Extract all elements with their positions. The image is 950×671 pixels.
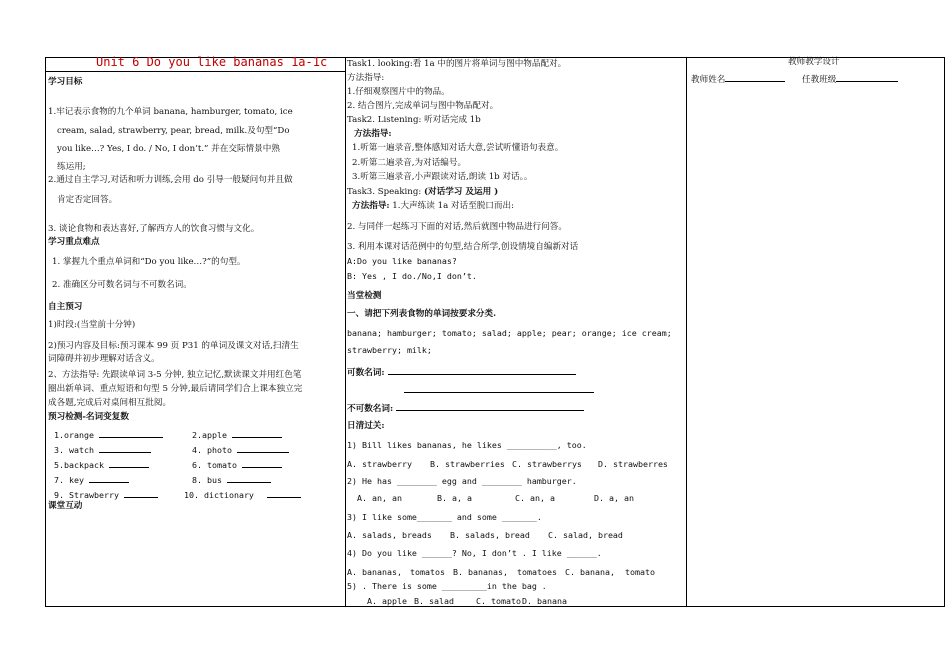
dialogue-a: A:Do you like bananas?	[347, 256, 457, 266]
goal-2-line-2: 肯定否定回答。	[57, 195, 118, 205]
q4-option: tomato	[625, 567, 655, 577]
test-question: 一、请把下列表食物的单词按要求分类.	[347, 309, 497, 319]
task-2-step-3: 3.听第三遍录音,小声跟读对话,朗读 1b 对话。。	[352, 172, 533, 182]
noun-item: 6. tomato	[192, 458, 282, 471]
question-3: 3) I like some_______ and some _______.	[347, 512, 542, 522]
q3-option: B. salads, bread	[450, 530, 530, 540]
preview-method-3: 成各题,完成后对桌间相互批阅。	[48, 398, 172, 408]
goal-1-line-4: 练运用;	[57, 162, 86, 172]
preview-method-2: 圈出新单词、重点短语和句型 5 分钟,最后请同学们合上课本独立完	[48, 384, 303, 394]
goal-2-line-1: 2.通过自主学习,对话和听力训练,会用 do 引导一般疑问句并且做	[48, 175, 293, 185]
q4-option: A. bananas,	[347, 567, 402, 577]
column-divider	[345, 58, 346, 606]
uncountable-label: 不可数名词:	[347, 401, 584, 415]
key-heading: 学习重点难点	[48, 237, 100, 247]
task-3-step-3: 3. 利用本课对话范例中的句型,结合所学,创设情境自编新对话	[347, 242, 579, 252]
task-1: Task1. looking:看 1a 中的图片将单词与图中物品配对。	[347, 59, 567, 69]
goal-heading: 学习目标	[48, 77, 83, 87]
q1-option: A. strawberry	[347, 459, 412, 469]
interaction-heading: 课堂互动	[48, 501, 83, 511]
q4-option: C. banana,	[565, 567, 615, 577]
q4-option: B. bananas,	[453, 567, 508, 577]
noun-item: 10. dictionary	[184, 488, 301, 501]
q3-option: A. salads, breads	[347, 530, 432, 540]
task-3-step-1: 方法指导: 1.大声练读 1a 对话至脱口而出:	[352, 201, 514, 211]
test-heading: 当堂检测	[347, 291, 382, 301]
task-2-step-1: 1.听第一遍录音,整体感知对话大意,尝试听懂语句表意。	[352, 143, 564, 153]
q5-option: B. salad	[414, 596, 454, 606]
teacher-name-label: 教师姓名	[691, 72, 785, 86]
goal-1-line-3: you like…? Yes, I do. / No, I don’t.” 并在交际情景中熟	[57, 144, 280, 154]
noun-item: 5.backpack	[54, 458, 149, 471]
countable-line-2	[404, 383, 594, 397]
task-1-step-2: 2. 结合图片,完成单词与图中物品配对。	[347, 101, 499, 111]
key-1: 1. 掌握九个重点单词和“Do you like…?”的句型。	[52, 257, 246, 267]
lesson-title: Unit 6 Do you like bananas 1a-1c	[96, 55, 328, 69]
task-3-step-2: 2. 与同伴一起练习下面的对话,然后就图中物品进行问答。	[347, 222, 567, 232]
noun-item: 3. watch	[54, 443, 151, 456]
preview-content-2: 词障碍并初步理解对话含义。	[48, 354, 160, 364]
task-2-method-label: 方法指导:	[354, 129, 392, 139]
noun-item: 4. photo	[192, 443, 289, 456]
task-1-method-label: 方法指导:	[347, 73, 385, 83]
goal-1-line-2: cream, salad, strawberry, pear, bread, milk.及句型“Do	[57, 126, 290, 136]
q2-option: A. an, an	[357, 493, 402, 503]
class-label: 任教班级	[802, 72, 898, 86]
q2-option: B. a, a	[437, 493, 472, 503]
key-2: 2. 准确区分可数名词与不可数名词。	[52, 280, 192, 290]
question-5: 5) . There is some _________in the bag .	[347, 581, 547, 591]
task-1-step-1: 1.仔细观察图片中的物品。	[347, 87, 450, 97]
q3-option: C. salad, bread	[548, 530, 623, 540]
q4-option: tomatos	[410, 567, 445, 577]
question-2: 2) He has ________ egg and ________ hamburger.	[347, 476, 577, 486]
q5-option: D. banana	[522, 596, 567, 606]
task-2: Task2. Listening: 听对话完成 1b	[347, 115, 481, 125]
noun-item: 7. key	[54, 473, 129, 486]
check-heading: 预习检测-名词变复数	[48, 412, 129, 422]
daily-heading: 日清过关:	[347, 421, 385, 431]
teacher-design-heading: 教师教学设计	[788, 57, 840, 67]
noun-item: 8. bus	[192, 473, 271, 486]
q5-option: A. apple	[367, 596, 407, 606]
goal-3: 3. 谈论食物和表达喜好,了解西方人的饮食习惯与文化。	[48, 224, 260, 234]
q5-option: C. tomato	[476, 596, 521, 606]
q1-option: D. strawberres	[598, 459, 668, 469]
q2-option: C. an, a	[515, 493, 555, 503]
preview-heading: 自主预习	[48, 302, 83, 312]
q1-option: B. strawberries	[430, 459, 505, 469]
q4-option: tomatoes	[517, 567, 557, 577]
countable-label: 可数名词:	[347, 365, 576, 379]
word-list-2: strawberry; milk;	[347, 345, 432, 355]
noun-item: 9. Strawberry	[54, 488, 158, 501]
noun-item: 2.apple	[192, 428, 282, 441]
preview-time: 1)时段:(当堂前十分钟)	[48, 320, 136, 330]
q2-option: D. a, an	[594, 493, 634, 503]
q1-option: C. strawberrys	[512, 459, 582, 469]
noun-item: 1.orange	[54, 428, 163, 441]
column-divider	[686, 58, 687, 606]
title-divider	[46, 71, 345, 72]
dialogue-b: B: Yes , I do./No,I don’t.	[347, 271, 477, 281]
task-2-step-2: 2.听第二遍录音,为对话编号。	[352, 158, 467, 168]
question-1: 1) Bill likes bananas, he likes __________, too.	[347, 440, 587, 450]
question-4: 4) Do you like ______? No, I don’t . I like ______.	[347, 548, 602, 558]
task-3: Task3. Speaking: (对话学习 及运用 )	[347, 187, 499, 197]
goal-1-line-1: 1.牢记表示食物的九个单词 banana, hamburger, tomato, ice	[48, 107, 293, 117]
word-list-1: banana; hamburger; tomato; salad; apple; pear; orange; ice cream;	[347, 328, 672, 338]
preview-content-1: 2)预习内容及目标:预习课本 99 页 P31 的单词及课文对话,扫清生	[48, 341, 299, 351]
preview-method-1: 2、方法指导: 先跟读单词 3-5 分钟, 独立记忆,默读课文并用红色笔	[48, 370, 302, 380]
